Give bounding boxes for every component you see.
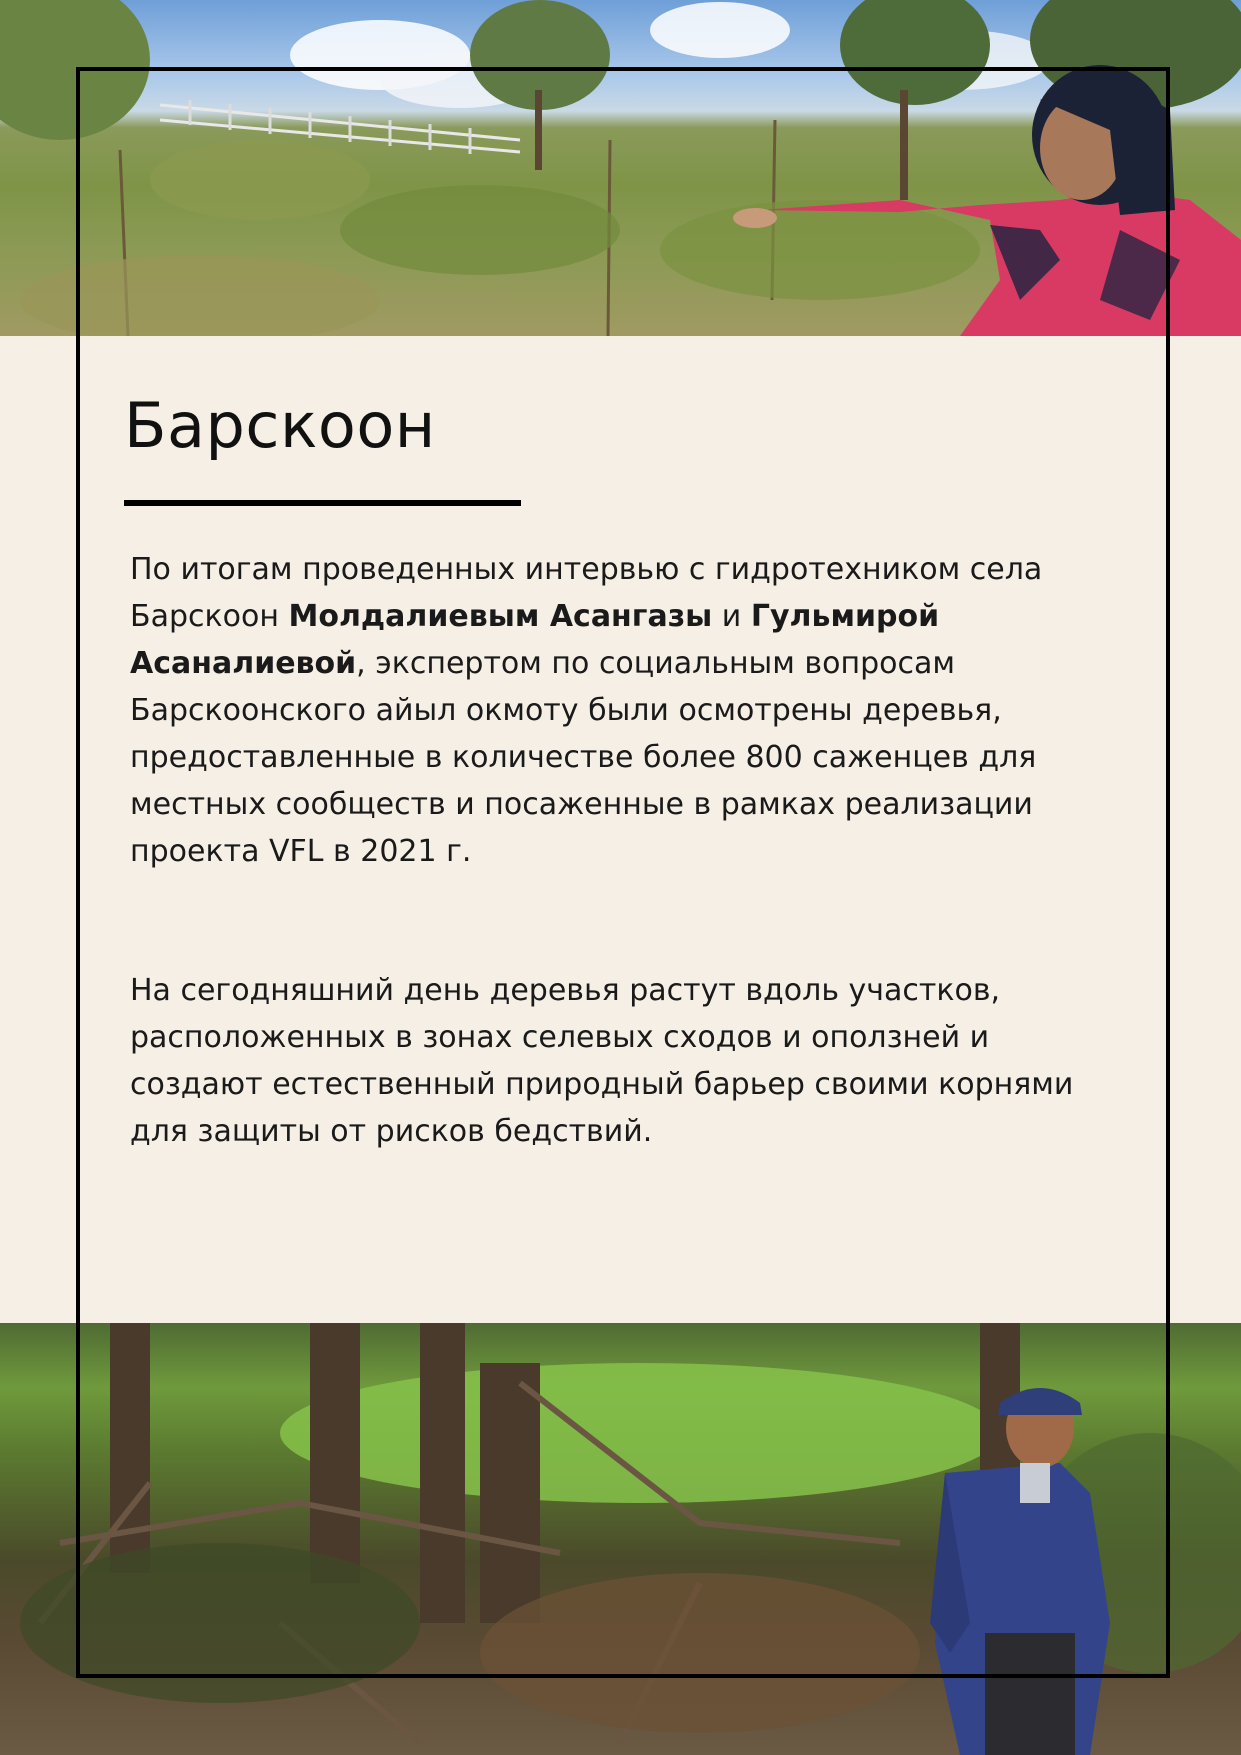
person-name-moldaliev: Молдалиевым Асангазы	[288, 599, 713, 634]
bottom-photo-illustration	[0, 1323, 1241, 1755]
paragraph-1-text-b: и	[712, 599, 751, 634]
top-photo-illustration	[0, 0, 1241, 336]
top-photo	[0, 0, 1241, 336]
paragraph-1	[130, 546, 1090, 875]
page-title: Барскоон	[124, 389, 436, 462]
title-underline	[124, 500, 521, 506]
paragraph-1-text-c: , экспертом по социальным вопросам Барскоонского айыл окмоту были осмотрены деревья, предоставленные в количестве более 800 саженцев для местных сообществ и посаженные в рамках реализации проекта VFL в 2021 г.	[130, 646, 1037, 869]
paragraph-2: На сегодняшний день деревья растут вдоль участков, расположенных в зонах селевых сходов и оползней и создают естественный природный барьер своими корнями для защиты от рисков бедствий.	[130, 973, 1074, 1149]
paragraph-1-text-a: По итогам проведенных интервью с гидротехником села Барскоон	[130, 552, 1043, 634]
bottom-photo	[0, 1323, 1241, 1755]
person-name-asanalieva: Гульмирой Асаналиевой	[130, 599, 940, 681]
